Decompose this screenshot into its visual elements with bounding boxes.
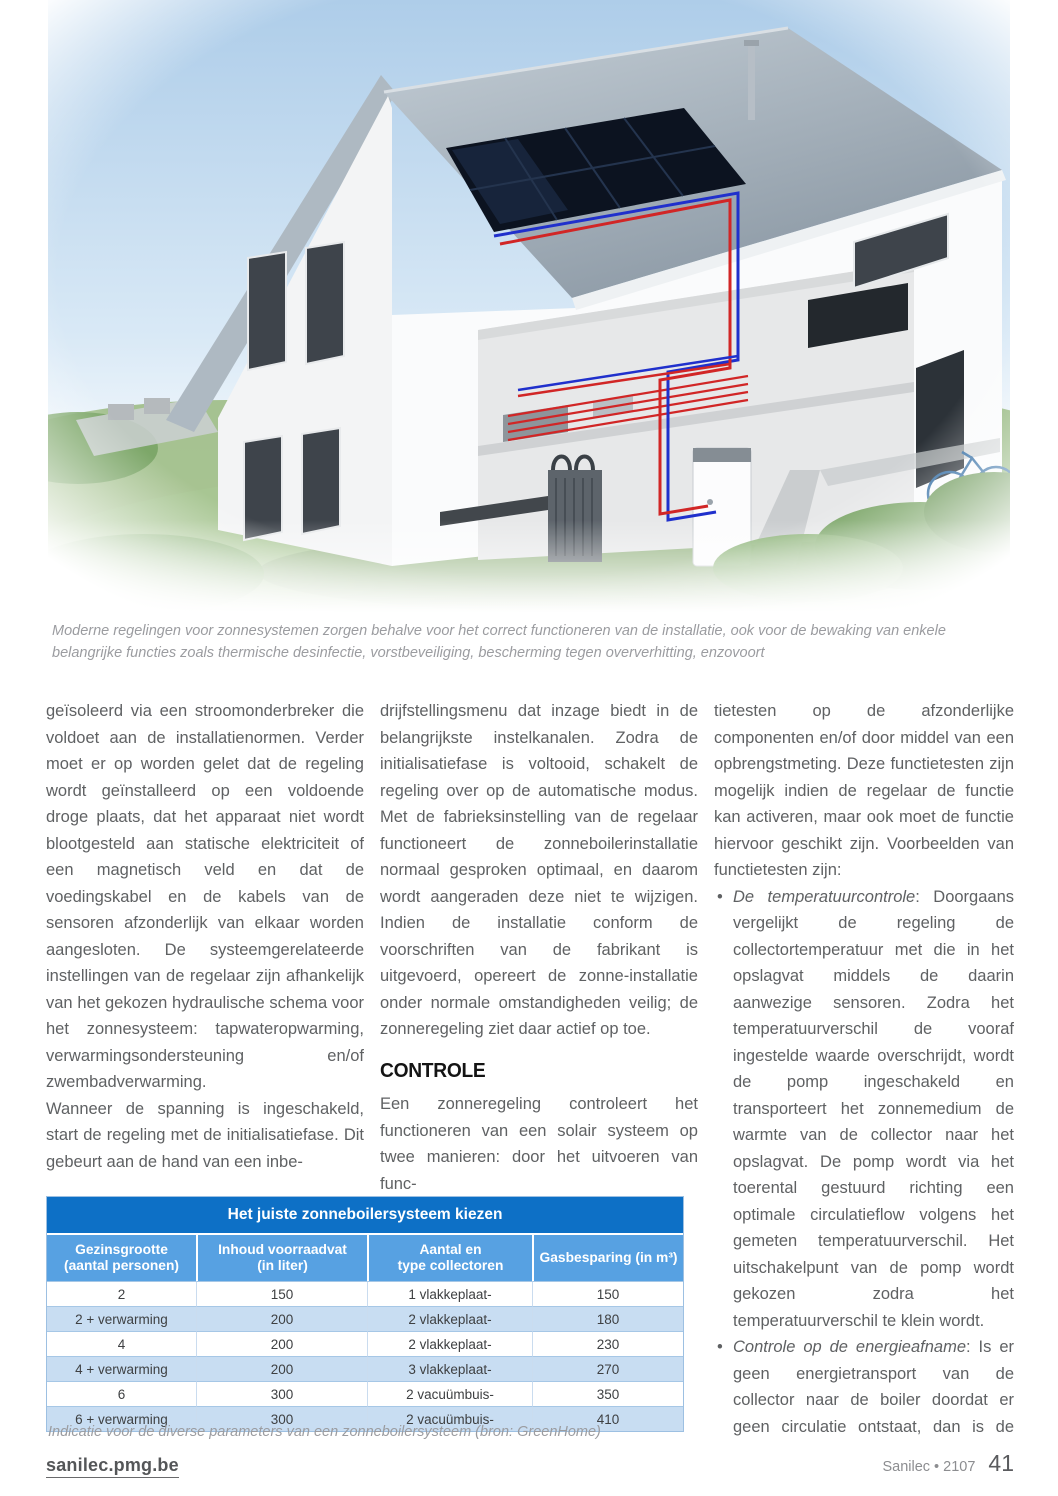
table-cell: 200 bbox=[196, 1331, 367, 1356]
house-cutaway-illustration bbox=[48, 0, 1010, 612]
col-header-collectoren: Aantal en type collectoren bbox=[367, 1233, 532, 1281]
table-cell: 270 bbox=[532, 1356, 683, 1381]
text-column-3 bbox=[714, 698, 1014, 1444]
hero-caption: Moderne regelingen voor zonnesystemen zorgen behalve voor het correct functioneren van de installatie, ook voor de bewaking van enkele belangrijke functies zoals thermische desinfectie, vorstbeveiliging, bescherming tegen oververhitting, enzovoort bbox=[52, 623, 946, 661]
text-column-1 bbox=[46, 698, 364, 1192]
table-cell: 2 vacuümbuis- bbox=[367, 1381, 532, 1406]
table-cell: 150 bbox=[532, 1281, 683, 1306]
table-title-row bbox=[47, 1197, 683, 1233]
table-cell: 150 bbox=[196, 1281, 367, 1306]
table-header-row bbox=[47, 1233, 683, 1281]
bullet-lead: De temperatuurcontrole bbox=[733, 887, 916, 906]
table-row bbox=[47, 1306, 683, 1331]
table-cell: 4 bbox=[47, 1331, 196, 1356]
table-cell: 4 + verwarming bbox=[47, 1356, 196, 1381]
col-header-gasbesparing: Gasbesparing (in m³) bbox=[532, 1233, 683, 1281]
paragraph: Wanneer de spanning is ingeschakeld, start de regeling met de initialisatiefase. Dit gebeurt aan de hand van een inbe- bbox=[46, 1099, 364, 1171]
table-row bbox=[47, 1331, 683, 1356]
table-caption: Indicatie voor de diverse parameters van een zonneboilersysteem (bron: GreenHome) bbox=[48, 1424, 601, 1440]
paragraph: geïsoleerd via een stroomonderbreker die voldoet aan de installatienormen. Verder moet er op worden gelet dat de regeling wordt geïnstalleerd op een voldoende droge plaats, dat het apparaat niet wordt blootgesteld aan statische elektriciteit of een magnetisch veld en dat de voedingskabel en de kabels van de sensoren afzonderlijk van elkaar worden aangesloten. De systeemgerelateerde instellingen van de regelaar zijn afhankelijk van het gekozen hydraulische schema voor het zonnesysteem: tapwateropwarming, verwarmingsondersteuning en/of zwembadverwarming. bbox=[46, 702, 364, 1091]
hero-image bbox=[48, 0, 1010, 612]
col-header-gezinsgrootte: Gezinsgrootte (aantal personen) bbox=[47, 1233, 196, 1281]
bullet-text: : Doorgaans vergelijkt de regeling de collectortemperatuur met die in het opslagvat middels de daarin aanwezige sensoren. Zodra het temperatuurverschil de vooraf ingestelde waarde overschrijdt, wordt de pomp ingeschakeld en transporteert het zonnemedium de warmte van de collector naar het opslagvat. De pomp wordt via het toerental gestuurd richting een optimale circulatieflow volgens het gemeten temperatuurverschil. Het uitschakelpunt van de pomp wordt gekozen zodra het temperatuurverschil te klein wordt. bbox=[733, 887, 1014, 1330]
table-cell: 410 bbox=[532, 1406, 683, 1431]
section-heading-controle: CONTROLE bbox=[380, 1059, 486, 1082]
paragraph: Een zonneregeling controleert het functioneren van een solair systeem op twee manieren: door het uitvoeren van func- bbox=[380, 1095, 698, 1192]
table-row bbox=[47, 1381, 683, 1406]
footer-issue-text: Sanilec • 2107 bbox=[882, 1459, 976, 1475]
zonneboiler-table bbox=[46, 1196, 682, 1432]
paragraph: drijfstellingsmenu dat inzage biedt in de belangrijkste instelkanalen. Zodra de initialisatiefase is voltooid, schakelt de regeling over op de automatische modus. Met de fabrieksinstelling van de regelaar functioneert de zonneboilerinstallatie normaal gesproken optimaal, en daarom wordt aangeraden deze niet te wijzigen. Indien de installatie conform de voorschriften van de fabrikant is uitgevoerd, opereert de zonne-installatie onder normale omstandigheden veilig; de zonneregeling ziet daar actief op toe. bbox=[380, 702, 698, 1038]
data-table bbox=[46, 1196, 684, 1432]
table-cell: 300 bbox=[196, 1381, 367, 1406]
table-cell: 2 bbox=[47, 1281, 196, 1306]
table-row bbox=[47, 1356, 683, 1381]
table-cell: 1 vlakkeplaat- bbox=[367, 1281, 532, 1306]
footer-website-link[interactable]: sanilec.pmg.be bbox=[46, 1455, 179, 1478]
list-item bbox=[714, 1334, 1014, 1444]
table-cell: 3 vlakkeplaat- bbox=[367, 1356, 532, 1381]
table-cell: 230 bbox=[532, 1331, 683, 1356]
table-cell: 6 + verwarming bbox=[47, 1406, 196, 1431]
table-cell: 300 bbox=[196, 1406, 367, 1431]
bullet-text: : Is er geen energietransport van de collector naar de boiler doordat er geen circulatie ontstaat, dan is de bbox=[733, 1338, 1014, 1436]
table-row bbox=[47, 1281, 683, 1306]
col-header-inhoud: Inhoud voorraadvat (in liter) bbox=[196, 1233, 367, 1281]
table-cell: 2 vlakkeplaat- bbox=[367, 1306, 532, 1331]
table-cell: 2 vacuümbuis- bbox=[367, 1406, 532, 1431]
table-cell: 200 bbox=[196, 1306, 367, 1331]
table-cell: 350 bbox=[532, 1381, 683, 1406]
paragraph: tietesten op de afzonderlijke componenten en/of door middel van een opbrengstmeting. Deze functietesten zijn mogelijk indien de regelaar de functie kan activeren, maar ook moet de functie hiervoor geschikt zijn. Voorbeelden van functietesten zijn: bbox=[714, 702, 1014, 879]
page-footer bbox=[46, 1450, 1014, 1478]
bullet-marker: • bbox=[717, 887, 723, 906]
table-cell: 2 + verwarming bbox=[47, 1306, 196, 1331]
bullet-lead: Controle op de energieafname bbox=[733, 1338, 966, 1356]
list-item bbox=[714, 884, 1014, 1335]
table-cell: 200 bbox=[196, 1356, 367, 1381]
table-cell: 2 vlakkeplaat- bbox=[367, 1331, 532, 1356]
page-number: 41 bbox=[988, 1450, 1014, 1476]
bullet-marker: • bbox=[717, 1338, 723, 1356]
text-column-2 bbox=[380, 698, 698, 1192]
table-title: Het juiste zonneboilersysteem kiezen bbox=[47, 1197, 683, 1233]
table-cell: 180 bbox=[532, 1306, 683, 1331]
table-cell: 6 bbox=[47, 1381, 196, 1406]
